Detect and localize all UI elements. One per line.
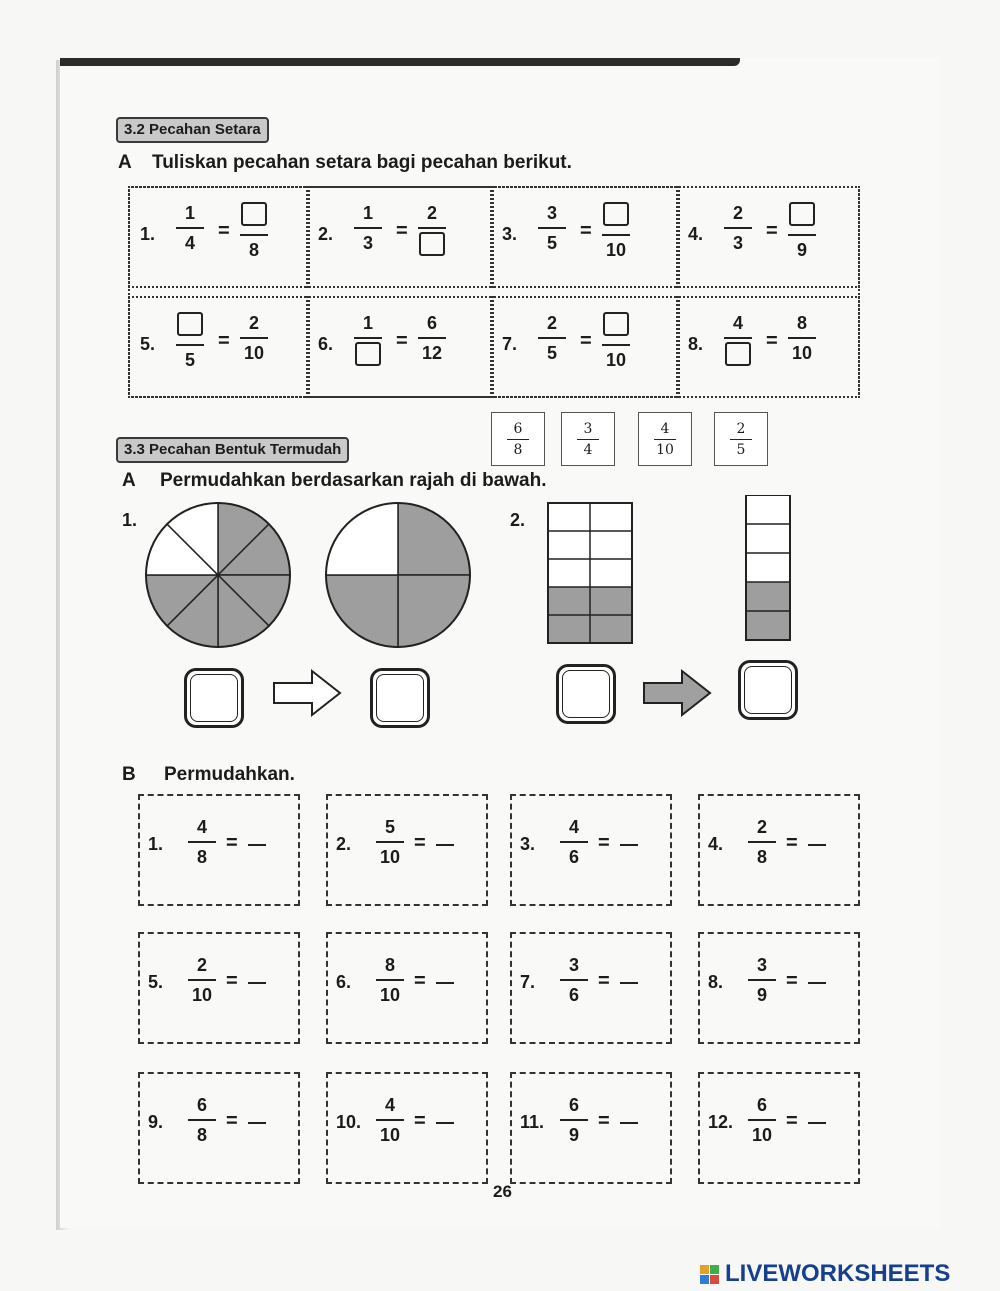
fraction-bar <box>602 234 630 236</box>
item-number: 8. <box>708 972 724 992</box>
answer-blank[interactable] <box>436 844 454 846</box>
fraction <box>418 202 446 261</box>
equals-sign: = <box>786 1110 798 1132</box>
equals-sign: = <box>766 330 778 352</box>
item-number: 1. <box>140 224 156 244</box>
numerator: 2 <box>756 817 767 837</box>
fraction <box>240 202 268 261</box>
fraction-bar <box>376 979 404 981</box>
draggable-fraction-tile[interactable] <box>561 412 615 466</box>
fraction <box>602 312 630 371</box>
fraction <box>188 1094 216 1146</box>
answer-box-2a[interactable] <box>556 664 616 724</box>
tile-numerator: 2 <box>736 420 746 437</box>
fraction-bar <box>240 337 268 339</box>
equals-sign: = <box>598 970 610 992</box>
fraction <box>788 312 816 364</box>
section-b-instruction: Permudahkan. <box>164 764 295 785</box>
denominator: 10 <box>605 240 627 260</box>
section-b-letter: B <box>122 764 136 785</box>
numerator-blank-box[interactable] <box>241 202 267 226</box>
item-number: 6. <box>336 972 352 992</box>
page-top-edge <box>60 58 740 66</box>
fraction-bar <box>748 841 776 843</box>
equals-sign: = <box>598 832 610 854</box>
answer-blank[interactable] <box>620 982 638 984</box>
denominator: 8 <box>248 240 259 260</box>
item-number: 8. <box>688 334 704 354</box>
numerator: 8 <box>796 313 807 333</box>
strip-fifths-diagram <box>746 495 790 640</box>
numerator: 1 <box>362 203 373 223</box>
fraction-bar <box>602 344 630 346</box>
numerator-blank-box[interactable] <box>789 202 815 226</box>
item-number: 10. <box>336 1112 362 1132</box>
item-number: 2. <box>336 834 352 854</box>
denominator: 6 <box>568 847 579 867</box>
equals-sign: = <box>598 1110 610 1132</box>
answer-blank[interactable] <box>808 982 826 984</box>
item-number: 12. <box>708 1112 734 1132</box>
equals-sign: = <box>218 330 230 352</box>
item-number: 7. <box>502 334 518 354</box>
item-number: 9. <box>148 1112 164 1132</box>
section-32-letter: A <box>118 152 132 173</box>
denominator-blank-box[interactable] <box>725 342 751 366</box>
item-number: 6. <box>318 334 334 354</box>
answer-blank[interactable] <box>248 1122 266 1124</box>
numerator: 3 <box>546 203 557 223</box>
denominator: 3 <box>362 233 373 253</box>
fraction-bar <box>418 337 446 339</box>
equals-sign: = <box>218 220 230 242</box>
fraction-bar <box>730 439 752 440</box>
diagrams <box>140 495 840 735</box>
denominator: 10 <box>605 350 627 370</box>
item-number: 4. <box>708 834 724 854</box>
question-1-number: 1. <box>122 510 138 530</box>
item-number: 11. <box>520 1112 545 1132</box>
fraction <box>748 816 776 868</box>
liveworksheets-logo <box>700 1260 950 1288</box>
fraction <box>560 816 588 868</box>
numerator: 1 <box>184 203 195 223</box>
denominator: 10 <box>379 985 401 1005</box>
numerator: 2 <box>196 955 207 975</box>
numerator-blank-box[interactable] <box>603 312 629 336</box>
fraction-bar <box>376 841 404 843</box>
numerator: 6 <box>568 1095 579 1115</box>
numerator: 2 <box>248 313 259 333</box>
numerator-blank-box[interactable] <box>603 202 629 226</box>
item-number: 3. <box>520 834 536 854</box>
denominator: 10 <box>751 1125 773 1145</box>
item-number: 4. <box>688 224 704 244</box>
fraction <box>724 202 752 254</box>
fraction-bar <box>748 1119 776 1121</box>
tile-denominator: 5 <box>736 441 746 458</box>
denominator: 10 <box>379 1125 401 1145</box>
section-33-instruction: Permudahkan berdasarkan rajah di bawah. <box>160 470 547 491</box>
denominator: 9 <box>568 1125 579 1145</box>
denominator: 10 <box>379 847 401 867</box>
answer-blank[interactable] <box>808 1122 826 1124</box>
answer-blank[interactable] <box>620 1122 638 1124</box>
tile-numerator: 4 <box>660 420 670 437</box>
fraction-bar <box>560 979 588 981</box>
equals-sign: = <box>786 970 798 992</box>
arrow-right-icon <box>644 671 710 715</box>
numerator: 2 <box>426 203 437 223</box>
answer-box-1b[interactable] <box>370 668 430 728</box>
fraction-bar <box>788 337 816 339</box>
denominator: 5 <box>184 350 195 370</box>
item-number: 1. <box>148 834 164 854</box>
fraction <box>418 312 446 364</box>
equals-sign: = <box>414 1110 426 1132</box>
question-2-number: 2. <box>510 510 526 530</box>
equals-sign: = <box>786 832 798 854</box>
fraction <box>354 312 382 371</box>
fraction-bar <box>724 337 752 339</box>
fraction-bar <box>788 234 816 236</box>
denominator-blank-box[interactable] <box>355 342 381 366</box>
section-33-letter: A <box>122 470 136 491</box>
denominator: 6 <box>568 985 579 1005</box>
fraction-bar <box>724 227 752 229</box>
fraction <box>602 202 630 261</box>
answer-box-2b[interactable] <box>738 660 798 720</box>
numerator: 6 <box>196 1095 207 1115</box>
numerator: 3 <box>568 955 579 975</box>
fraction <box>538 312 566 364</box>
circle-eighths-diagram <box>146 503 290 647</box>
fraction-bar <box>748 979 776 981</box>
fraction-bar <box>418 227 446 229</box>
fraction <box>748 954 776 1006</box>
fraction <box>538 202 566 254</box>
answer-blank[interactable] <box>248 982 266 984</box>
logo-text: LIVEWORKSHEETS <box>725 1260 951 1287</box>
denominator: 8 <box>196 1125 207 1145</box>
fraction <box>724 312 752 371</box>
fraction-bar <box>376 1119 404 1121</box>
tile-numerator: 3 <box>583 420 593 437</box>
fraction-bar <box>560 841 588 843</box>
arrow-right-icon <box>274 671 340 715</box>
fraction <box>188 816 216 868</box>
numerator: 6 <box>426 313 437 333</box>
numerator: 2 <box>732 203 743 223</box>
fraction-bar <box>176 227 204 229</box>
item-number: 7. <box>520 972 536 992</box>
fraction-bar <box>560 1119 588 1121</box>
circle-quarters-diagram <box>326 503 470 647</box>
tile-denominator: 4 <box>583 441 593 458</box>
answer-blank[interactable] <box>248 844 266 846</box>
section-32-instruction: Tuliskan pecahan setara bagi pecahan berikut. <box>152 152 572 173</box>
denominator: 5 <box>546 233 557 253</box>
tile-denominator: 10 <box>656 441 674 458</box>
denominator: 3 <box>732 233 743 253</box>
equals-sign: = <box>396 330 408 352</box>
fraction <box>560 954 588 1006</box>
item-number: 5. <box>148 972 164 992</box>
equals-sign: = <box>580 220 592 242</box>
equals-sign: = <box>414 970 426 992</box>
fraction-bar <box>240 234 268 236</box>
numerator: 5 <box>384 817 395 837</box>
equals-sign: = <box>580 330 592 352</box>
fraction <box>354 202 382 254</box>
fraction-bar <box>577 439 599 440</box>
fraction <box>560 1094 588 1146</box>
logo-mark-icon <box>700 1265 719 1284</box>
equals-sign: = <box>226 1110 238 1132</box>
denominator: 9 <box>756 985 767 1005</box>
tile-denominator: 8 <box>513 441 523 458</box>
fraction-bar <box>188 979 216 981</box>
fraction-bar <box>188 1119 216 1121</box>
numerator: 4 <box>732 313 743 333</box>
denominator: 8 <box>756 847 767 867</box>
fraction-bar <box>654 439 676 440</box>
equals-sign: = <box>396 220 408 242</box>
section-32-label: 3.2 Pecahan Setara <box>116 117 269 143</box>
equals-sign: = <box>414 832 426 854</box>
denominator: 5 <box>546 343 557 363</box>
numerator: 2 <box>546 313 557 333</box>
fraction-bar <box>176 344 204 346</box>
fraction <box>376 816 404 868</box>
answer-blank[interactable] <box>436 982 454 984</box>
tile-numerator: 6 <box>513 420 523 437</box>
denominator: 12 <box>421 343 443 363</box>
numerator: 1 <box>362 313 373 333</box>
fraction <box>748 1094 776 1146</box>
item-number: 3. <box>502 224 518 244</box>
fraction-bar <box>507 439 529 440</box>
numerator: 4 <box>384 1095 395 1115</box>
denominator: 10 <box>243 343 265 363</box>
numerator-blank-box[interactable] <box>177 312 203 336</box>
section-33-label: 3.3 Pecahan Bentuk Termudah <box>116 437 349 463</box>
denominator: 10 <box>791 343 813 363</box>
numerator: 6 <box>756 1095 767 1115</box>
denominator: 10 <box>191 985 213 1005</box>
fraction <box>788 202 816 261</box>
equals-sign: = <box>226 832 238 854</box>
denominator: 4 <box>184 233 195 253</box>
numerator: 4 <box>196 817 207 837</box>
fraction <box>176 202 204 254</box>
answer-blank[interactable] <box>620 844 638 846</box>
fraction <box>376 1094 404 1146</box>
fraction-bar <box>354 227 382 229</box>
item-number: 5. <box>140 334 156 354</box>
denominator-blank-box[interactable] <box>419 232 445 256</box>
fraction-bar <box>188 841 216 843</box>
item-number: 2. <box>318 224 334 244</box>
denominator: 9 <box>796 240 807 260</box>
denominator: 8 <box>196 847 207 867</box>
fraction <box>240 312 268 364</box>
equals-sign: = <box>766 220 778 242</box>
fraction <box>176 312 204 371</box>
fraction <box>188 954 216 1006</box>
answer-blank[interactable] <box>436 1122 454 1124</box>
grid-tenths-diagram <box>548 503 632 643</box>
answer-blank[interactable] <box>808 844 826 846</box>
equals-sign: = <box>226 970 238 992</box>
draggable-fraction-tile[interactable] <box>714 412 768 466</box>
numerator: 4 <box>568 817 579 837</box>
fraction-bar <box>354 337 382 339</box>
draggable-fraction-tile[interactable] <box>491 412 545 466</box>
fraction <box>376 954 404 1006</box>
answer-box-1a[interactable] <box>184 668 244 728</box>
numerator: 3 <box>756 955 767 975</box>
numerator: 8 <box>384 955 395 975</box>
fraction-bar <box>538 227 566 229</box>
draggable-fraction-tile[interactable] <box>638 412 692 466</box>
page-number: 26 <box>493 1182 512 1201</box>
fraction-bar <box>538 337 566 339</box>
